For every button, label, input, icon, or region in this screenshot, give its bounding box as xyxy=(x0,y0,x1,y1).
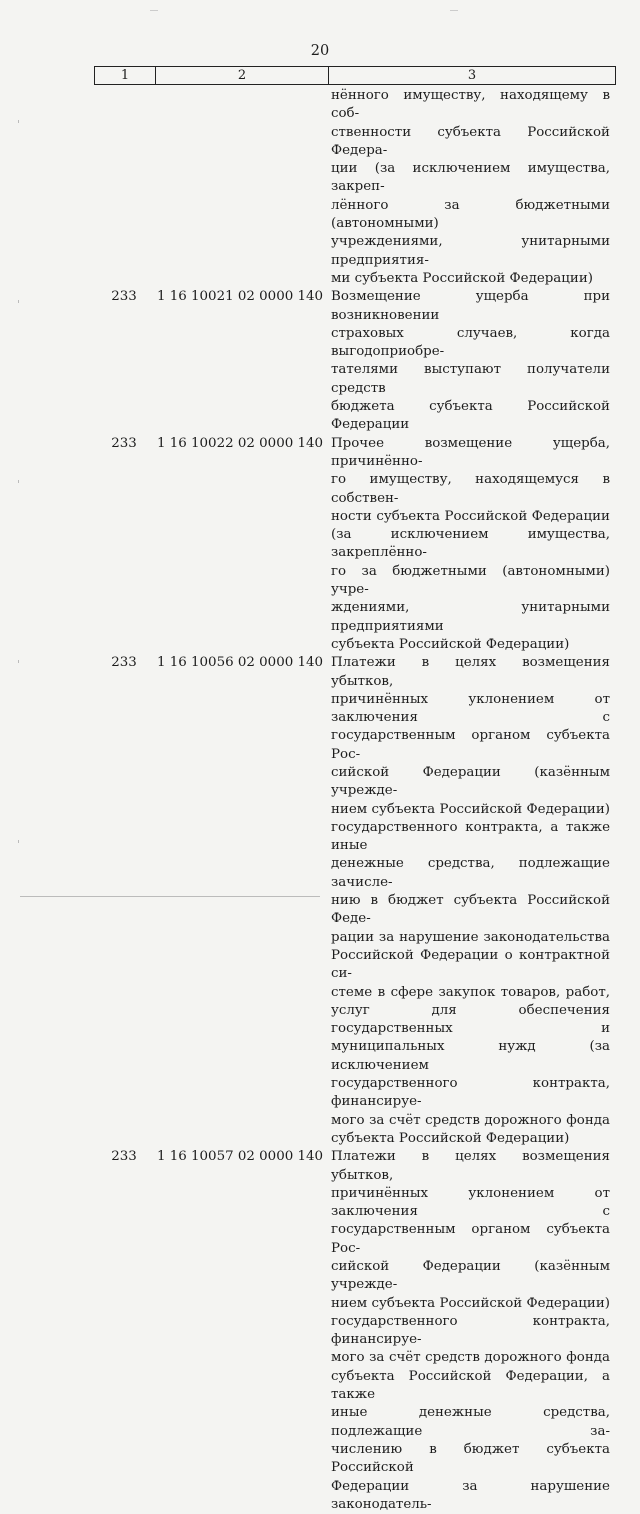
description-line: стеме в сфере закупок товаров, работ, xyxy=(331,984,610,1000)
table-row xyxy=(0,654,640,1148)
table-header xyxy=(94,66,616,85)
description-line: Российской Федерации о контрактной си- xyxy=(331,947,610,982)
cell-revenue-code: 1 16 10022 02 0000 140 xyxy=(156,435,324,451)
cell-description xyxy=(331,435,610,655)
description-line: субъекта Российской Федерации) xyxy=(331,1130,570,1146)
description-line: нием субъекта Российской Федерации) xyxy=(331,1295,610,1311)
description-line: ственности субъекта Российской Федера- xyxy=(331,124,610,158)
description-line: Прочее возмещение ущерба, причинённо- xyxy=(331,435,610,469)
cell-description xyxy=(331,87,610,288)
description-line: государственным органом субъекта Рос- xyxy=(331,728,610,762)
cell-description xyxy=(331,1148,610,1514)
description-line: учреждениями, унитарными предприятия- xyxy=(331,234,610,268)
description-line: мого за счёт средств дорожного фонда xyxy=(331,1112,610,1128)
description-line: причинённых уклонением от заключения с xyxy=(331,691,610,726)
scan-mark-top-right xyxy=(450,10,458,11)
description-line: иные денежные средства, подлежащие за- xyxy=(331,1405,610,1439)
scan-mark-top xyxy=(150,10,158,11)
description-line: муниципальных нужд (за исключением xyxy=(331,1039,610,1073)
description-line: го за бюджетными (автономными) учре- xyxy=(331,563,610,598)
cell-chapter-code: 233 xyxy=(111,289,137,305)
table-row xyxy=(0,1148,640,1514)
header-col-1: 1 xyxy=(95,67,156,85)
table-row xyxy=(0,87,640,288)
cell-chapter-code: 233 xyxy=(111,435,137,451)
description-line: мого за счёт средств дорожного фонда xyxy=(331,1350,610,1366)
header-col-3: 3 xyxy=(329,67,616,85)
description-line: государственным органом субъекта Рос- xyxy=(331,1222,610,1256)
description-line: государственного контракта, а также иные xyxy=(331,819,610,854)
description-line: бюджета субъекта Российской Федерации xyxy=(331,399,610,433)
description-line: рации за нарушение законодательства xyxy=(331,929,610,945)
cell-revenue-code: 1 16 10057 02 0000 140 xyxy=(156,1149,324,1165)
cell-description xyxy=(331,288,610,434)
description-line: государственного контракта, финансируе- xyxy=(331,1076,610,1110)
description-line: государственного контракта, финансируе- xyxy=(331,1313,610,1348)
table-body xyxy=(0,87,640,1514)
description-line: (за исключением имущества, закреплённо- xyxy=(331,527,610,561)
description-line: нием субъекта Российской Федерации) xyxy=(331,801,610,817)
description-line: страховых случаев, когда выгодоприобре- xyxy=(331,325,610,360)
description-line: субъекта Российской Федерации) xyxy=(331,636,570,652)
cell-chapter-code: 233 xyxy=(111,655,137,671)
description-line: Платежи в целях возмещения убытков, xyxy=(331,1149,610,1183)
description-line: причинённых уклонением от заключения с xyxy=(331,1185,610,1220)
description-line: лённого за бюджетными (автономными) xyxy=(331,197,610,232)
description-line: ми субъекта Российской Федерации) xyxy=(331,270,593,286)
description-line: услуг для обеспечения государственных и xyxy=(331,1002,610,1037)
description-line: сийской Федерации (казённым учрежде- xyxy=(331,764,610,799)
description-line: ции (за исключением имущества, закреп- xyxy=(331,161,610,195)
description-line: ности субъекта Российской Федерации xyxy=(331,508,610,524)
cell-chapter-code: 233 xyxy=(111,1149,137,1165)
description-line: нию в бюджет субъекта Российской Феде- xyxy=(331,893,610,927)
description-line: Возмещение ущерба при возникновении xyxy=(331,289,610,323)
description-line: го имуществу, находящемуся в собствен- xyxy=(331,472,610,506)
cell-revenue-code: 1 16 10021 02 0000 140 xyxy=(156,289,324,305)
description-line: Федерации за нарушение законодатель- xyxy=(331,1478,610,1512)
page-number: 20 xyxy=(310,43,330,59)
header-col-2: 2 xyxy=(156,67,329,85)
cell-description xyxy=(331,654,610,1148)
cell-revenue-code: 1 16 10056 02 0000 140 xyxy=(156,655,324,671)
description-line: денежные средства, подлежащие зачисле- xyxy=(331,856,610,890)
table-row xyxy=(0,288,640,434)
description-line: Платежи в целях возмещения убытков, xyxy=(331,655,610,689)
description-line: тателями выступают получатели средств xyxy=(331,362,610,396)
description-line: ждениями, унитарными предприятиями xyxy=(331,600,610,634)
table-row xyxy=(0,435,640,655)
description-line: сийской Федерации (казённым учрежде- xyxy=(331,1259,610,1293)
description-line: числению в бюджет субъекта Российской xyxy=(331,1441,610,1476)
description-line: субъекта Российской Федерации, а также xyxy=(331,1368,610,1403)
description-line: нённого имуществу, находящему в соб- xyxy=(331,88,610,122)
